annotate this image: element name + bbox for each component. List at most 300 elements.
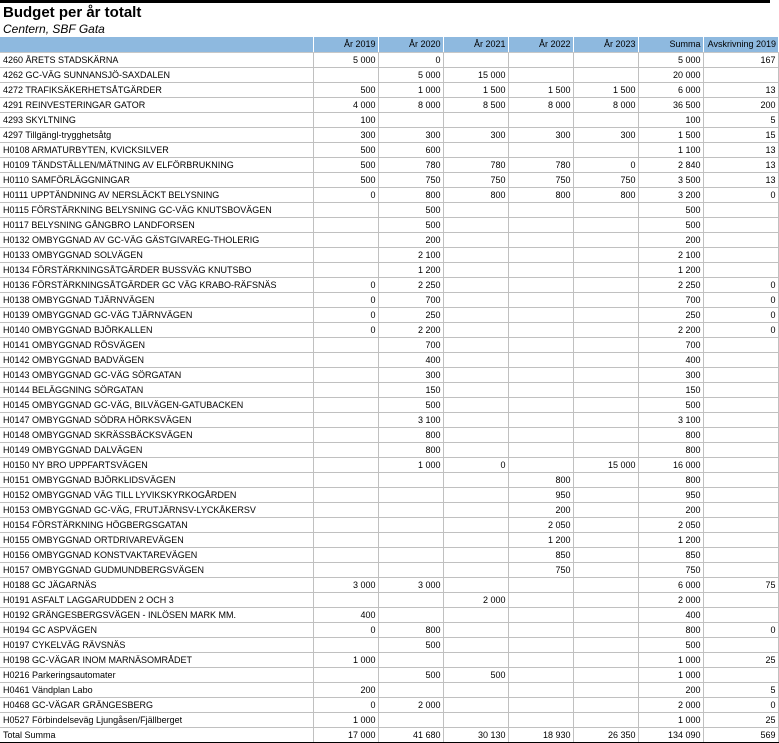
amount-cell <box>378 712 443 727</box>
amount-cell: 3 100 <box>638 412 703 427</box>
project-name-cell: H0111 UPPTÄNDNING AV NERSLÄCKT BELYSNING <box>0 187 313 202</box>
amount-cell <box>508 697 573 712</box>
amount-cell <box>313 247 378 262</box>
amount-cell: 2 000 <box>378 697 443 712</box>
table-row <box>0 307 778 322</box>
project-name-cell: H0198 GC-VÄGAR INOM MARNÄSOMRÅDET <box>0 652 313 667</box>
table-row <box>0 697 778 712</box>
table-row <box>0 112 778 127</box>
amount-cell: 800 <box>378 442 443 457</box>
amount-cell: 6 000 <box>638 577 703 592</box>
amount-cell: 3 000 <box>313 577 378 592</box>
amount-cell: 500 <box>378 202 443 217</box>
amount-cell: 1 200 <box>638 532 703 547</box>
project-name-cell: H0144 BELÄGGNING SÖRGATAN <box>0 382 313 397</box>
amount-cell: 750 <box>573 172 638 187</box>
column-header: År 2020 <box>378 37 443 52</box>
amount-cell <box>443 262 508 277</box>
amount-cell <box>378 112 443 127</box>
amount-cell <box>703 547 778 562</box>
table-row <box>0 712 778 727</box>
amount-cell: 700 <box>378 292 443 307</box>
table-row <box>0 157 778 172</box>
total-amount-cell: 134 090 <box>638 727 703 742</box>
amount-cell <box>573 712 638 727</box>
amount-cell: 850 <box>508 547 573 562</box>
amount-cell: 25 <box>703 652 778 667</box>
amount-cell <box>378 502 443 517</box>
amount-cell: 300 <box>508 127 573 142</box>
amount-cell: 2 200 <box>638 322 703 337</box>
amount-cell: 800 <box>378 187 443 202</box>
table-row <box>0 547 778 562</box>
amount-cell: 250 <box>638 307 703 322</box>
amount-cell: 0 <box>313 292 378 307</box>
amount-cell <box>508 262 573 277</box>
header-row <box>0 37 778 52</box>
amount-cell <box>573 232 638 247</box>
table-row <box>0 52 778 67</box>
amount-cell <box>508 442 573 457</box>
amount-cell: 1 500 <box>573 82 638 97</box>
column-header: Summa <box>638 37 703 52</box>
amount-cell <box>313 412 378 427</box>
amount-cell <box>508 637 573 652</box>
table-row <box>0 667 778 682</box>
amount-cell: 0 <box>703 622 778 637</box>
amount-cell: 3 200 <box>638 187 703 202</box>
amount-cell: 500 <box>443 667 508 682</box>
amount-cell <box>378 532 443 547</box>
amount-cell: 13 <box>703 82 778 97</box>
amount-cell <box>508 367 573 382</box>
amount-cell <box>313 502 378 517</box>
amount-cell: 200 <box>638 502 703 517</box>
amount-cell <box>508 667 573 682</box>
amount-cell <box>443 427 508 442</box>
amount-cell <box>508 322 573 337</box>
column-header: År 2019 <box>313 37 378 52</box>
project-name-cell: H0141 OMBYGGNAD RÖSVÄGEN <box>0 337 313 352</box>
amount-cell: 16 000 <box>638 457 703 472</box>
amount-cell <box>703 367 778 382</box>
amount-cell <box>703 502 778 517</box>
project-name-cell: H0133 OMBYGGNAD SOLVÄGEN <box>0 247 313 262</box>
amount-cell <box>443 142 508 157</box>
amount-cell <box>573 487 638 502</box>
project-name-cell: H0216 Parkeringsautomater <box>0 667 313 682</box>
total-amount-cell: 41 680 <box>378 727 443 742</box>
table-row <box>0 622 778 637</box>
table-row <box>0 457 778 472</box>
amount-cell <box>573 607 638 622</box>
amount-cell <box>443 487 508 502</box>
amount-cell <box>313 67 378 82</box>
project-name-cell: 4297 Tillgängl-trygghetsåtg <box>0 127 313 142</box>
amount-cell <box>573 697 638 712</box>
amount-cell: 2 050 <box>508 517 573 532</box>
amount-cell <box>508 217 573 232</box>
amount-cell: 250 <box>378 307 443 322</box>
project-name-cell: H0115 FÖRSTÄRKNING BELYSNING GC-VÄG KNUTSBOVÄGEN <box>0 202 313 217</box>
amount-cell: 800 <box>443 187 508 202</box>
amount-cell <box>703 667 778 682</box>
amount-cell <box>313 532 378 547</box>
project-name-cell: H0194 GC ASPVÄGEN <box>0 622 313 637</box>
amount-cell <box>313 202 378 217</box>
amount-cell: 600 <box>378 142 443 157</box>
total-label-cell: Total Summa <box>0 727 313 742</box>
total-amount-cell: 30 130 <box>443 727 508 742</box>
amount-cell: 1 000 <box>638 652 703 667</box>
amount-cell <box>313 352 378 367</box>
project-name-cell: H0134 FÖRSTÄRKNINGSÅTGÄRDER BUSSVÄG KNUTSBO <box>0 262 313 277</box>
amount-cell <box>443 202 508 217</box>
project-name-cell: H0468 GC-VÄGAR GRÄNGESBERG <box>0 697 313 712</box>
amount-cell: 0 <box>703 292 778 307</box>
amount-cell <box>443 607 508 622</box>
column-header: Avskrivning 2019 <box>703 37 778 52</box>
table-row <box>0 502 778 517</box>
amount-cell <box>508 202 573 217</box>
project-name-cell: H0461 Vändplan Labo <box>0 682 313 697</box>
table-row <box>0 247 778 262</box>
amount-cell <box>508 277 573 292</box>
amount-cell <box>573 682 638 697</box>
amount-cell: 500 <box>638 397 703 412</box>
amount-cell: 400 <box>638 352 703 367</box>
amount-cell: 750 <box>508 562 573 577</box>
amount-cell <box>378 472 443 487</box>
amount-cell: 15 000 <box>573 457 638 472</box>
amount-cell: 0 <box>703 187 778 202</box>
amount-cell: 0 <box>313 697 378 712</box>
table-row <box>0 292 778 307</box>
total-amount-cell: 569 <box>703 727 778 742</box>
amount-cell: 2 100 <box>638 247 703 262</box>
amount-cell <box>508 592 573 607</box>
amount-cell: 2 000 <box>638 592 703 607</box>
amount-cell <box>443 247 508 262</box>
amount-cell <box>703 247 778 262</box>
project-name-cell: H0151 OMBYGGNAD BJÖRKLIDSVÄGEN <box>0 472 313 487</box>
amount-cell <box>313 517 378 532</box>
amount-cell: 800 <box>378 427 443 442</box>
amount-cell <box>313 367 378 382</box>
table-row <box>0 652 778 667</box>
amount-cell: 0 <box>313 187 378 202</box>
amount-cell: 780 <box>443 157 508 172</box>
amount-cell <box>508 712 573 727</box>
amount-cell: 1 000 <box>313 712 378 727</box>
amount-cell <box>573 67 638 82</box>
amount-cell: 800 <box>638 622 703 637</box>
amount-cell: 2 100 <box>378 247 443 262</box>
amount-cell <box>703 517 778 532</box>
project-name-cell: H0157 OMBYGGNAD GUDMUNDBERGSVÄGEN <box>0 562 313 577</box>
table-row <box>0 142 778 157</box>
amount-cell <box>573 262 638 277</box>
amount-cell <box>508 457 573 472</box>
amount-cell <box>573 592 638 607</box>
amount-cell <box>573 427 638 442</box>
report-subtitle: Centern, SBF Gata <box>3 22 105 36</box>
amount-cell: 750 <box>638 562 703 577</box>
amount-cell <box>443 562 508 577</box>
amount-cell: 0 <box>313 307 378 322</box>
amount-cell <box>573 217 638 232</box>
amount-cell <box>443 442 508 457</box>
amount-cell: 500 <box>638 202 703 217</box>
amount-cell <box>313 217 378 232</box>
amount-cell <box>508 67 573 82</box>
amount-cell <box>573 247 638 262</box>
amount-cell: 500 <box>378 397 443 412</box>
amount-cell <box>703 427 778 442</box>
amount-cell <box>703 457 778 472</box>
amount-cell <box>313 547 378 562</box>
amount-cell <box>573 277 638 292</box>
amount-cell <box>508 232 573 247</box>
column-header-project <box>0 37 313 52</box>
amount-cell: 1 500 <box>508 82 573 97</box>
amount-cell: 1 500 <box>443 82 508 97</box>
amount-cell <box>703 442 778 457</box>
amount-cell <box>703 472 778 487</box>
amount-cell <box>573 382 638 397</box>
budget-table <box>0 37 779 743</box>
column-header: År 2023 <box>573 37 638 52</box>
amount-cell: 25 <box>703 712 778 727</box>
column-header: År 2021 <box>443 37 508 52</box>
amount-cell: 3 000 <box>378 577 443 592</box>
project-name-cell: H0108 ARMATURBYTEN, KVICKSILVER <box>0 142 313 157</box>
amount-cell: 500 <box>313 142 378 157</box>
amount-cell: 800 <box>508 472 573 487</box>
project-name-cell: H0191 ASFALT LAGGARUDDEN 2 OCH 3 <box>0 592 313 607</box>
amount-cell: 36 500 <box>638 97 703 112</box>
amount-cell: 750 <box>378 172 443 187</box>
amount-cell <box>313 472 378 487</box>
amount-cell <box>573 202 638 217</box>
amount-cell: 0 <box>378 52 443 67</box>
amount-cell <box>378 607 443 622</box>
amount-cell: 1 200 <box>378 262 443 277</box>
amount-cell <box>703 232 778 247</box>
amount-cell: 200 <box>638 682 703 697</box>
amount-cell <box>378 592 443 607</box>
project-name-cell: H0192 GRÄNGESBERGSVÄGEN - INLÖSEN MARK MM. <box>0 607 313 622</box>
table-row <box>0 262 778 277</box>
amount-cell: 500 <box>313 82 378 97</box>
top-border <box>0 0 770 3</box>
amount-cell <box>443 517 508 532</box>
project-name-cell: H0197 CYKELVÄG RÄVSNÄS <box>0 637 313 652</box>
amount-cell <box>313 427 378 442</box>
amount-cell: 8 000 <box>573 97 638 112</box>
project-name-cell: H0156 OMBYGGNAD KONSTVAKTAREVÄGEN <box>0 547 313 562</box>
amount-cell <box>703 412 778 427</box>
project-name-cell: H0527 Förbindelseväg Ljungåsen/Fjällberget <box>0 712 313 727</box>
project-name-cell: H0153 OMBYGGNAD GC-VÄG, FRUTJÄRNSV-LYCKÅKERSV <box>0 502 313 517</box>
amount-cell <box>508 652 573 667</box>
amount-cell <box>443 277 508 292</box>
amount-cell <box>703 262 778 277</box>
amount-cell <box>443 547 508 562</box>
amount-cell: 950 <box>508 487 573 502</box>
amount-cell <box>573 337 638 352</box>
amount-cell <box>508 337 573 352</box>
table-body <box>0 52 778 742</box>
amount-cell: 200 <box>638 232 703 247</box>
table-row <box>0 322 778 337</box>
amount-cell: 13 <box>703 142 778 157</box>
amount-cell <box>443 112 508 127</box>
project-name-cell: 4293 SKYLTNING <box>0 112 313 127</box>
amount-cell: 100 <box>638 112 703 127</box>
amount-cell <box>573 367 638 382</box>
amount-cell: 500 <box>638 217 703 232</box>
amount-cell: 15 000 <box>443 67 508 82</box>
amount-cell: 15 <box>703 127 778 142</box>
project-name-cell: H0110 SAMFÖRLÄGGNINGAR <box>0 172 313 187</box>
amount-cell: 750 <box>443 172 508 187</box>
amount-cell: 5 <box>703 682 778 697</box>
amount-cell <box>573 517 638 532</box>
project-name-cell: H0147 OMBYGGNAD SÖDRA HÖRKSVÄGEN <box>0 412 313 427</box>
amount-cell <box>443 532 508 547</box>
amount-cell <box>703 67 778 82</box>
table-row <box>0 127 778 142</box>
total-amount-cell: 17 000 <box>313 727 378 742</box>
amount-cell: 8 000 <box>378 97 443 112</box>
amount-cell <box>313 262 378 277</box>
amount-cell <box>573 292 638 307</box>
amount-cell: 750 <box>508 172 573 187</box>
amount-cell <box>703 487 778 502</box>
amount-cell <box>508 52 573 67</box>
amount-cell: 800 <box>638 472 703 487</box>
amount-cell <box>443 472 508 487</box>
amount-cell <box>508 427 573 442</box>
amount-cell <box>573 322 638 337</box>
amount-cell <box>443 307 508 322</box>
amount-cell: 13 <box>703 172 778 187</box>
amount-cell <box>573 502 638 517</box>
amount-cell: 780 <box>378 157 443 172</box>
amount-cell <box>508 577 573 592</box>
amount-cell <box>443 52 508 67</box>
amount-cell <box>313 397 378 412</box>
amount-cell: 300 <box>378 367 443 382</box>
amount-cell <box>443 382 508 397</box>
column-header: År 2022 <box>508 37 573 52</box>
amount-cell <box>573 472 638 487</box>
table-row <box>0 172 778 187</box>
amount-cell: 1 000 <box>378 457 443 472</box>
table-row <box>0 682 778 697</box>
amount-cell <box>703 607 778 622</box>
project-name-cell: H0142 OMBYGGNAD BADVÄGEN <box>0 352 313 367</box>
amount-cell: 300 <box>378 127 443 142</box>
amount-cell <box>378 517 443 532</box>
amount-cell: 700 <box>378 337 443 352</box>
project-name-cell: H0152 OMBYGGNAD VÄG TILL LYVIKSKYRKOGÅRDEN <box>0 487 313 502</box>
amount-cell <box>573 412 638 427</box>
amount-cell: 800 <box>638 427 703 442</box>
amount-cell: 6 000 <box>638 82 703 97</box>
table-row <box>0 187 778 202</box>
amount-cell <box>443 412 508 427</box>
amount-cell: 200 <box>703 97 778 112</box>
project-name-cell: H0136 FÖRSTÄRKNINGSÅTGÄRDER GC VÄG KRABO-RÄFSNÄS <box>0 277 313 292</box>
amount-cell: 800 <box>378 622 443 637</box>
amount-cell <box>703 637 778 652</box>
amount-cell <box>573 547 638 562</box>
amount-cell <box>443 217 508 232</box>
amount-cell: 0 <box>703 307 778 322</box>
amount-cell <box>573 667 638 682</box>
amount-cell: 2 000 <box>638 697 703 712</box>
project-name-cell: H0143 OMBYGGNAD GC-VÄG SÖRGATAN <box>0 367 313 382</box>
amount-cell <box>573 352 638 367</box>
amount-cell <box>443 502 508 517</box>
amount-cell <box>573 397 638 412</box>
amount-cell <box>508 292 573 307</box>
amount-cell: 5 000 <box>378 67 443 82</box>
amount-cell <box>508 307 573 322</box>
amount-cell: 2 200 <box>378 322 443 337</box>
amount-cell <box>313 487 378 502</box>
amount-cell: 300 <box>313 127 378 142</box>
amount-cell: 5 <box>703 112 778 127</box>
project-name-cell: H0150 NY BRO UPPFARTSVÄGEN <box>0 457 313 472</box>
table-row <box>0 277 778 292</box>
amount-cell <box>573 52 638 67</box>
project-name-cell: 4260 ÅRETS STADSKÄRNA <box>0 52 313 67</box>
amount-cell: 3 100 <box>378 412 443 427</box>
amount-cell <box>443 682 508 697</box>
amount-cell: 0 <box>703 277 778 292</box>
amount-cell: 400 <box>378 352 443 367</box>
amount-cell <box>313 457 378 472</box>
amount-cell: 1 000 <box>313 652 378 667</box>
amount-cell: 300 <box>443 127 508 142</box>
project-name-cell: H0117 BELYSNING GÅNGBRO LANDFORSEN <box>0 217 313 232</box>
table-row <box>0 562 778 577</box>
table-row <box>0 607 778 622</box>
amount-cell <box>573 442 638 457</box>
project-name-cell: H0188 GC JÄGARNÄS <box>0 577 313 592</box>
total-amount-cell: 18 930 <box>508 727 573 742</box>
project-name-cell: H0154 FÖRSTÄRKNING HÖGBERGSGATAN <box>0 517 313 532</box>
table-row <box>0 352 778 367</box>
amount-cell: 150 <box>638 382 703 397</box>
amount-cell: 1 000 <box>638 712 703 727</box>
amount-cell: 13 <box>703 157 778 172</box>
amount-cell <box>313 337 378 352</box>
amount-cell: 1 200 <box>508 532 573 547</box>
amount-cell <box>573 652 638 667</box>
amount-cell: 167 <box>703 52 778 67</box>
amount-cell: 2 050 <box>638 517 703 532</box>
amount-cell: 500 <box>638 637 703 652</box>
amount-cell <box>313 232 378 247</box>
table-row <box>0 592 778 607</box>
amount-cell: 500 <box>378 637 443 652</box>
amount-cell: 75 <box>703 577 778 592</box>
amount-cell: 850 <box>638 547 703 562</box>
